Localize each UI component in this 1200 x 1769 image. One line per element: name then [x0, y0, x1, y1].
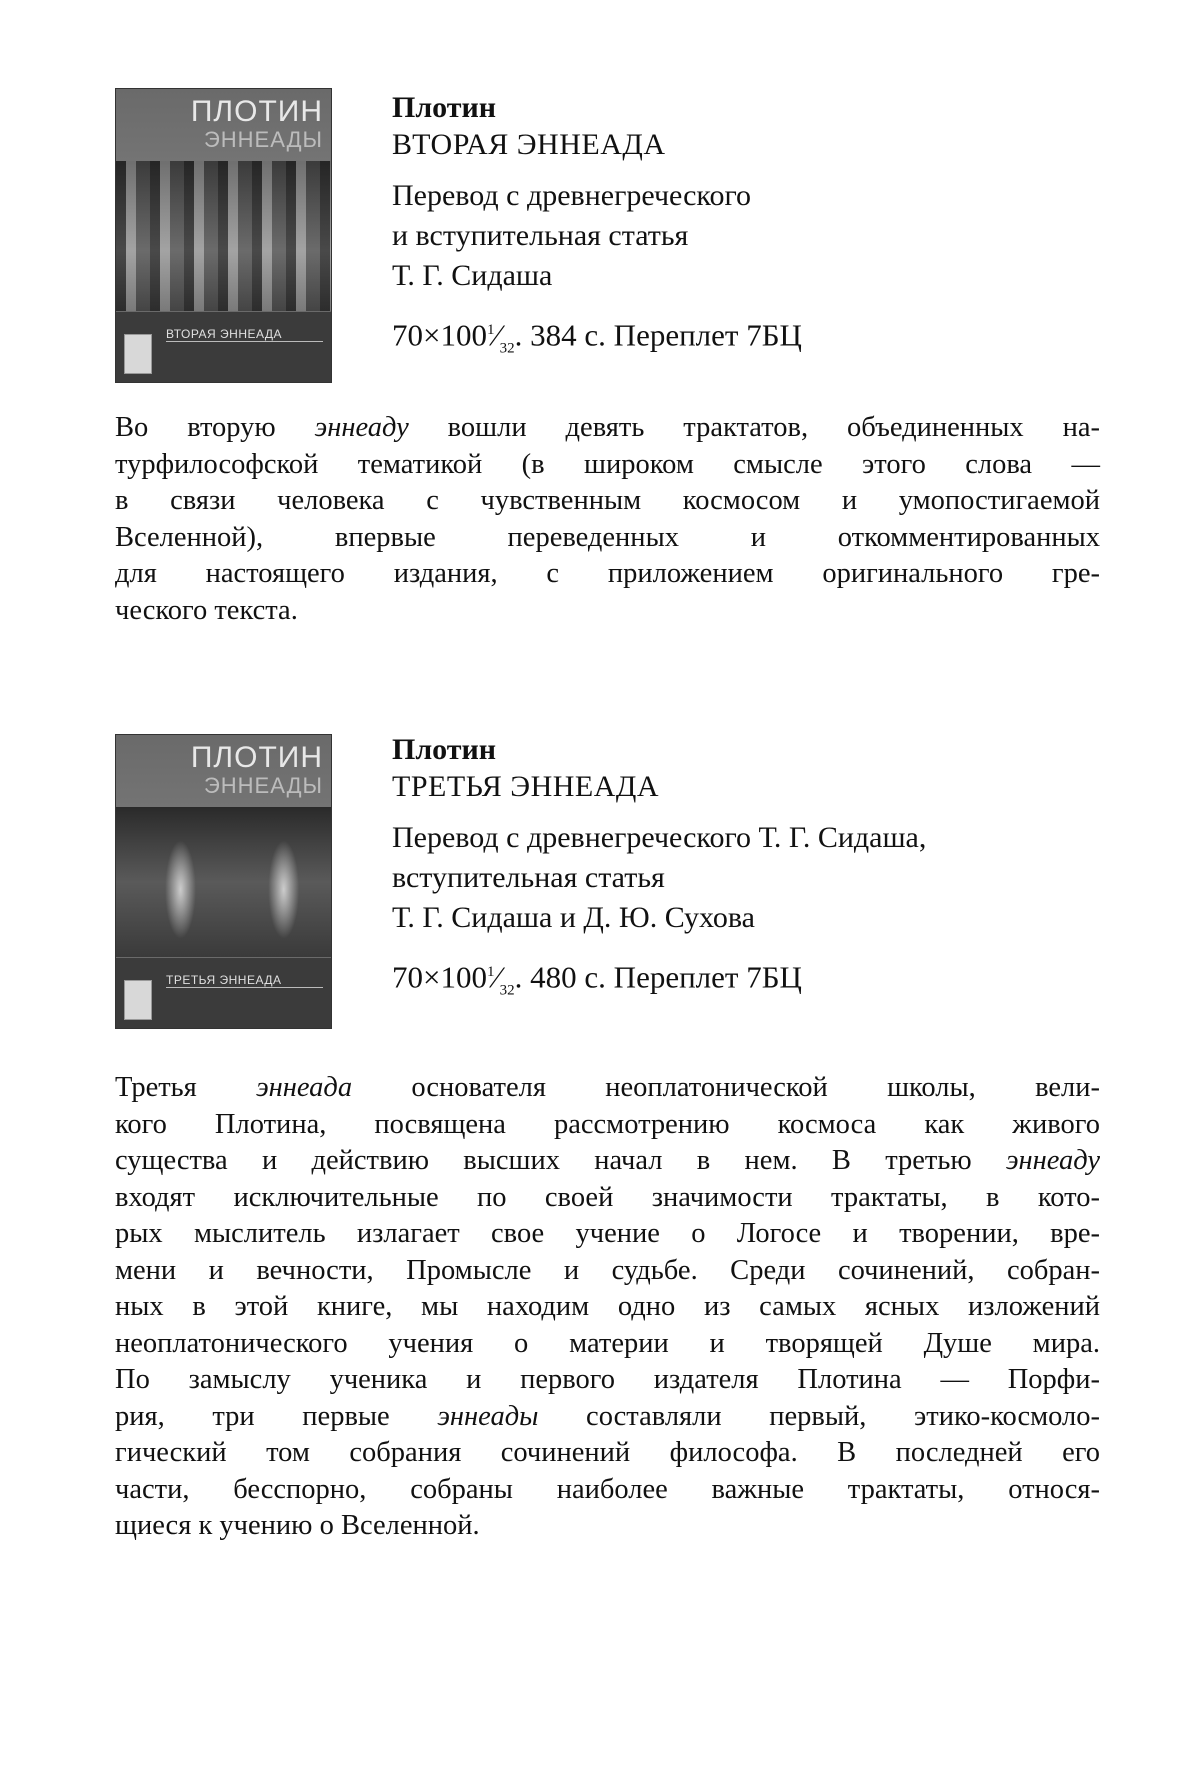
emphasis-term: эннеады: [437, 1400, 539, 1432]
translation-line: и вступительная статья: [392, 219, 689, 252]
description-line: Третья эннеада основателя неоплатонической школы, вели-: [115, 1072, 1100, 1103]
book-author: Плотин: [392, 733, 497, 766]
translation-line: Перевод с древнегреческого Т. Г. Сидаша,: [392, 821, 927, 854]
emphasis-term: эннеаду: [314, 412, 409, 443]
format-fraction-numerator: 1: [486, 964, 495, 980]
cover-artwork: [116, 807, 331, 957]
book-format: $70\times 100^1⁄_{32}$. 480 с. Переплет 7БЦ: [392, 959, 802, 999]
description-line: ных в этой книге, мы находим одно из самых ясных изложений: [115, 1291, 1100, 1322]
publisher-logo-icon: [124, 334, 152, 374]
emphasis-term: эннеаду: [1005, 1145, 1100, 1176]
cover-title-text: ТРЕТЬЯ ЭННЕАДА: [166, 973, 323, 988]
book-author: Плотин: [392, 91, 497, 124]
description-line: мени и вечности, Промысле и судьбе. Среди сочинений, собран-: [115, 1254, 1100, 1286]
description-line: турфилософской тематикой (в широком смысле этого слова —: [115, 448, 1100, 480]
book-translation-info: [392, 176, 802, 296]
format-fraction-denominator: 32: [499, 340, 515, 357]
cover-series-text: ЭННЕАДЫ: [203, 773, 323, 798]
description-line: входят исключительные по своей значимости трактаты, в кото-: [115, 1181, 1100, 1213]
cover-artwork: [116, 161, 331, 311]
description-line: в связи человека с чувственным космосом и умопостигаемой: [115, 485, 1100, 516]
description-line: Во вторую эннеаду вошли девять трактатов, объединенных на-: [115, 412, 1100, 443]
description-line: ческого текста.: [115, 594, 298, 626]
description-line: части, бесспорно, собраны наиболее важные трактаты, относя-: [115, 1473, 1100, 1505]
book-format: $70\times 100^1⁄_{32}$. 384 с. Переплет 7БЦ: [392, 317, 802, 357]
description-line: для настоящего издания, с приложением оригинального гре-: [115, 558, 1100, 589]
format-fraction-denominator: 32: [499, 982, 515, 999]
cover-band: [116, 958, 331, 1028]
book-description: [115, 1070, 1100, 1545]
cover-band: [116, 312, 331, 382]
format-size: 70×100: [392, 959, 487, 995]
description-line: неоплатонического учения о материи и творящей Душе мира.: [115, 1327, 1100, 1359]
description-line: щиеся к учению о Вселенной.: [115, 1510, 480, 1541]
cover-author-text: ПЛОТИН: [190, 95, 323, 128]
translation-line: Т. Г. Сидаша и Д. Ю. Сухова: [392, 901, 755, 934]
description-line: рия, три первые эннеады составляли первый, этико-космоло-: [115, 1400, 1100, 1432]
translation-line: вступительная статья: [392, 861, 665, 894]
description-line: рых мыслитель излагает свое учение о Логосе и творении, вре-: [115, 1218, 1100, 1249]
cover-series-text: ЭННЕАДЫ: [203, 127, 323, 152]
book-meta: [392, 732, 926, 1011]
format-details: . 480 с. Переплет 7БЦ: [514, 959, 802, 995]
book-cover-image: [115, 88, 332, 383]
cover-title-text: ВТОРАЯ ЭННЕАДА: [166, 327, 323, 342]
format-fraction-numerator: 1: [486, 322, 495, 338]
publisher-logo-icon: [124, 980, 152, 1020]
emphasis-term: эннеада: [256, 1072, 353, 1103]
cover-author-text: ПЛОТИН: [190, 741, 323, 774]
book-description: [115, 410, 1100, 629]
format-details: . 384 с. Переплет 7БЦ: [514, 317, 802, 353]
book-cover-image: [115, 734, 332, 1029]
book-meta: [392, 90, 802, 369]
description-line: По замыслу ученика и первого издателя Плотина — Порфи-: [115, 1364, 1100, 1395]
description-line: кого Плотина, посвящена рассмотрению космоса как живого: [115, 1108, 1100, 1140]
book-title: ВТОРАЯ ЭННЕАДА: [392, 128, 666, 161]
book-translation-info: [392, 818, 926, 938]
description-line: существа и действию высших начал в нем. В третью эннеаду: [115, 1145, 1100, 1176]
description-line: Вселенной), впервые переведенных и откомментированных: [115, 521, 1100, 553]
description-line: гический том собрания сочинений философа. В последней его: [115, 1437, 1100, 1468]
translation-line: Перевод с древнегреческого: [392, 179, 752, 212]
translation-line: Т. Г. Сидаша: [392, 259, 553, 292]
book-title: ТРЕТЬЯ ЭННЕАДА: [392, 770, 660, 803]
format-size: 70×100: [392, 317, 487, 353]
